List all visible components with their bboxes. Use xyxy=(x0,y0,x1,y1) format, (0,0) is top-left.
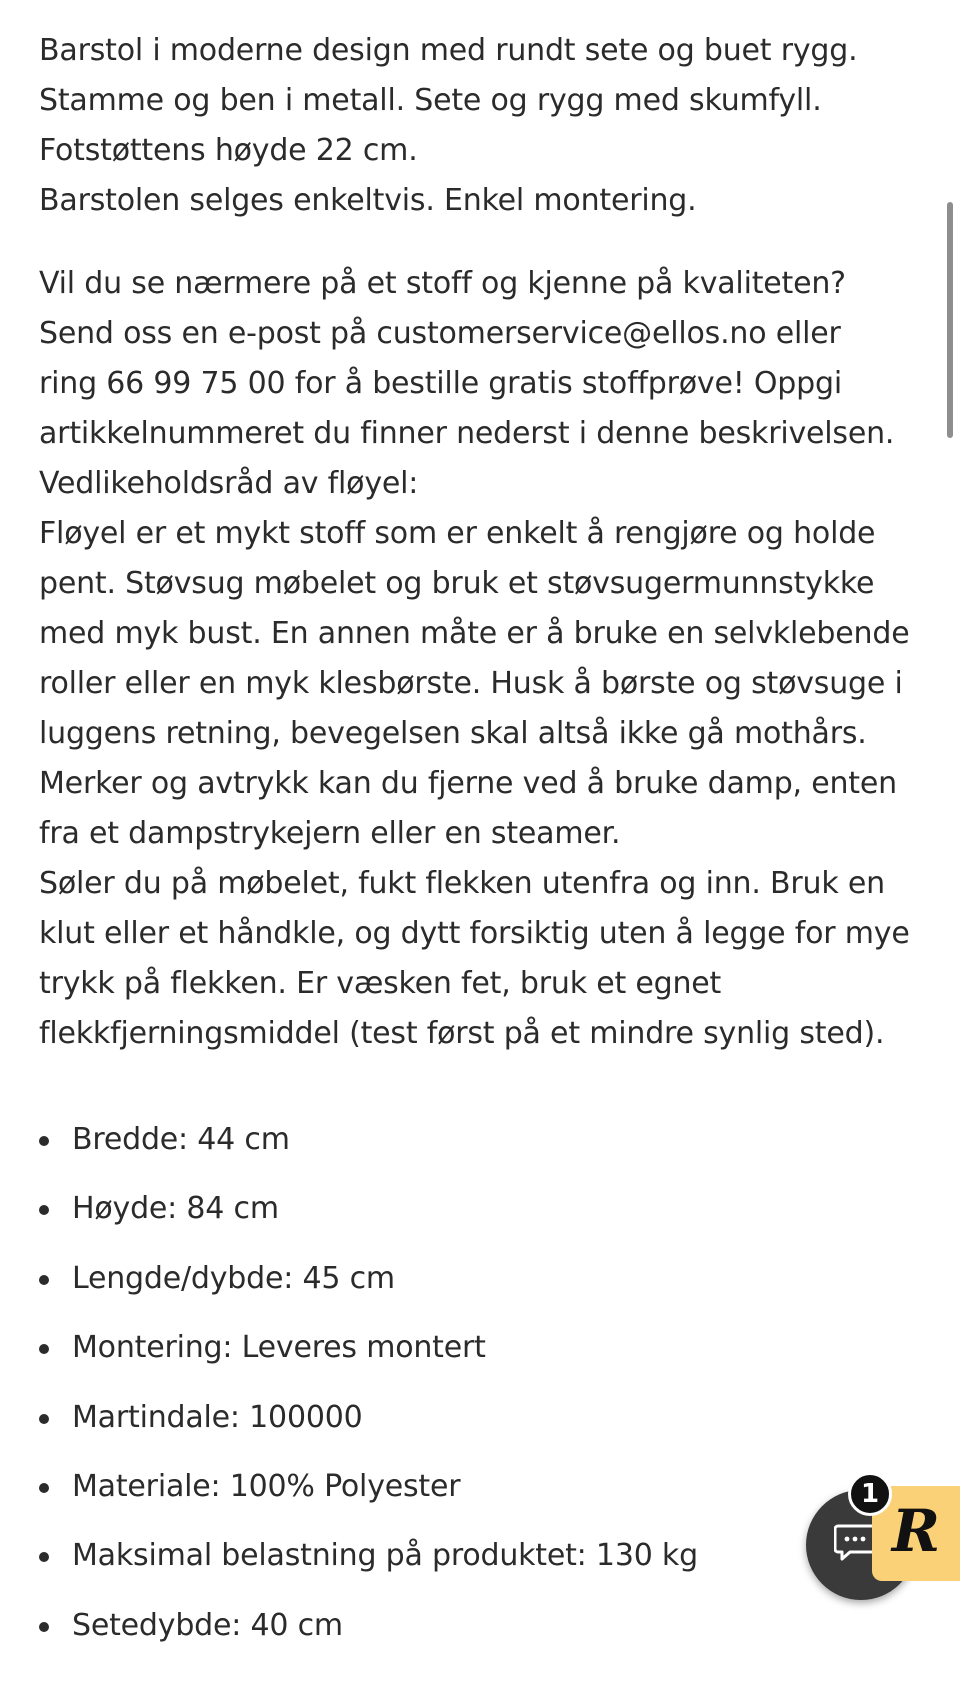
spec-list xyxy=(39,1120,899,1675)
reviews-logo: R xyxy=(891,1497,941,1565)
description-line: luggens retning, bevegelsen skal altså ikke gå mothårs. xyxy=(39,716,867,751)
notification-badge: 1 xyxy=(848,1472,892,1516)
chat-bubble-icon xyxy=(834,1522,876,1562)
description-line: Fotstøttens høyde 22 cm. xyxy=(39,133,418,168)
spec-text: Lengde/dybde: 45 cm xyxy=(72,1260,395,1296)
spec-text: Bredde: 44 cm xyxy=(72,1122,290,1157)
bullet-icon xyxy=(39,1136,49,1146)
description-line: Søler du på møbelet, fukt flekken utenfra og inn. Bruk en xyxy=(39,866,885,901)
bullet-icon xyxy=(39,1205,49,1215)
description-line: artikkelnummeret du finner nederst i denne beskrivelsen. xyxy=(39,416,895,451)
spec-text: Høyde: 84 cm xyxy=(72,1191,279,1227)
spec-item-max-load xyxy=(39,1536,899,1605)
description-line: klut eller et håndkle, og dytt forsiktig uten å legge for mye xyxy=(39,916,910,951)
description-line: trykk på flekken. Er væsken fet, bruk et egnet xyxy=(39,966,722,1001)
bullet-icon xyxy=(39,1344,49,1354)
description-line: med myk bust. En annen måte er å bruke en selvklebende xyxy=(39,616,910,651)
description-line: Vil du se nærmere på et stoff og kjenne på kvaliteten? xyxy=(39,266,846,301)
spec-item-seat-depth xyxy=(39,1606,899,1675)
description-line: pent. Støvsug møbelet og bruk et støvsugermunnstykke xyxy=(39,566,875,601)
spec-text: Montering: Leveres montert xyxy=(72,1330,486,1366)
description-line: Stamme og ben i metall. Sete og rygg med skumfyll. xyxy=(39,83,822,118)
paragraph-spacer xyxy=(39,226,929,259)
description-line: ring 66 99 75 00 for å bestille gratis stoffprøve! Oppgi xyxy=(39,366,842,401)
description-line: Barstolen selges enkeltvis. Enkel montering. xyxy=(39,183,697,218)
bullet-icon xyxy=(39,1622,49,1632)
spec-text: Setedybde: 40 cm xyxy=(72,1607,343,1643)
description-line: flekkfjerningsmiddel (test først på et mindre synlig sted). xyxy=(39,1016,885,1051)
bullet-icon xyxy=(39,1414,49,1424)
spec-item-martindale xyxy=(39,1398,899,1467)
bullet-icon xyxy=(39,1552,49,1562)
spec-item-depth xyxy=(39,1259,899,1328)
spec-item-width xyxy=(39,1120,899,1189)
scrollbar-thumb[interactable] xyxy=(947,202,953,438)
spec-item-height xyxy=(39,1189,899,1258)
description-line: roller eller en myk klesbørste. Husk å børste og støvsuge i xyxy=(39,666,903,701)
bullet-icon xyxy=(39,1275,49,1285)
spec-text: Materiale: 100% Polyester xyxy=(72,1468,461,1504)
description-line: Barstol i moderne design med rundt sete og buet rygg. xyxy=(39,33,858,68)
description-paragraph-2 xyxy=(39,259,929,1059)
description-line: Merker og avtrykk kan du fjerne ved å bruke damp, enten xyxy=(39,766,897,801)
bullet-icon xyxy=(39,1483,49,1493)
spec-text: Martindale: 100000 xyxy=(72,1399,363,1435)
description-paragraph-1 xyxy=(39,26,929,226)
description-line: fra et dampstrykejern eller en steamer. xyxy=(39,816,621,851)
description-line: Send oss en e-post på customerservice@ellos.no eller xyxy=(39,316,841,351)
description-line: Fløyel er et mykt stoff som er enkelt å rengjøre og holde xyxy=(39,516,876,551)
spec-item-assembly xyxy=(39,1328,899,1397)
spec-item-material xyxy=(39,1467,899,1536)
product-description xyxy=(39,26,929,1059)
care-heading: Vedlikeholdsråd av fløyel: xyxy=(39,466,419,501)
spec-text: Maksimal belastning på produktet: 130 kg xyxy=(72,1538,698,1574)
